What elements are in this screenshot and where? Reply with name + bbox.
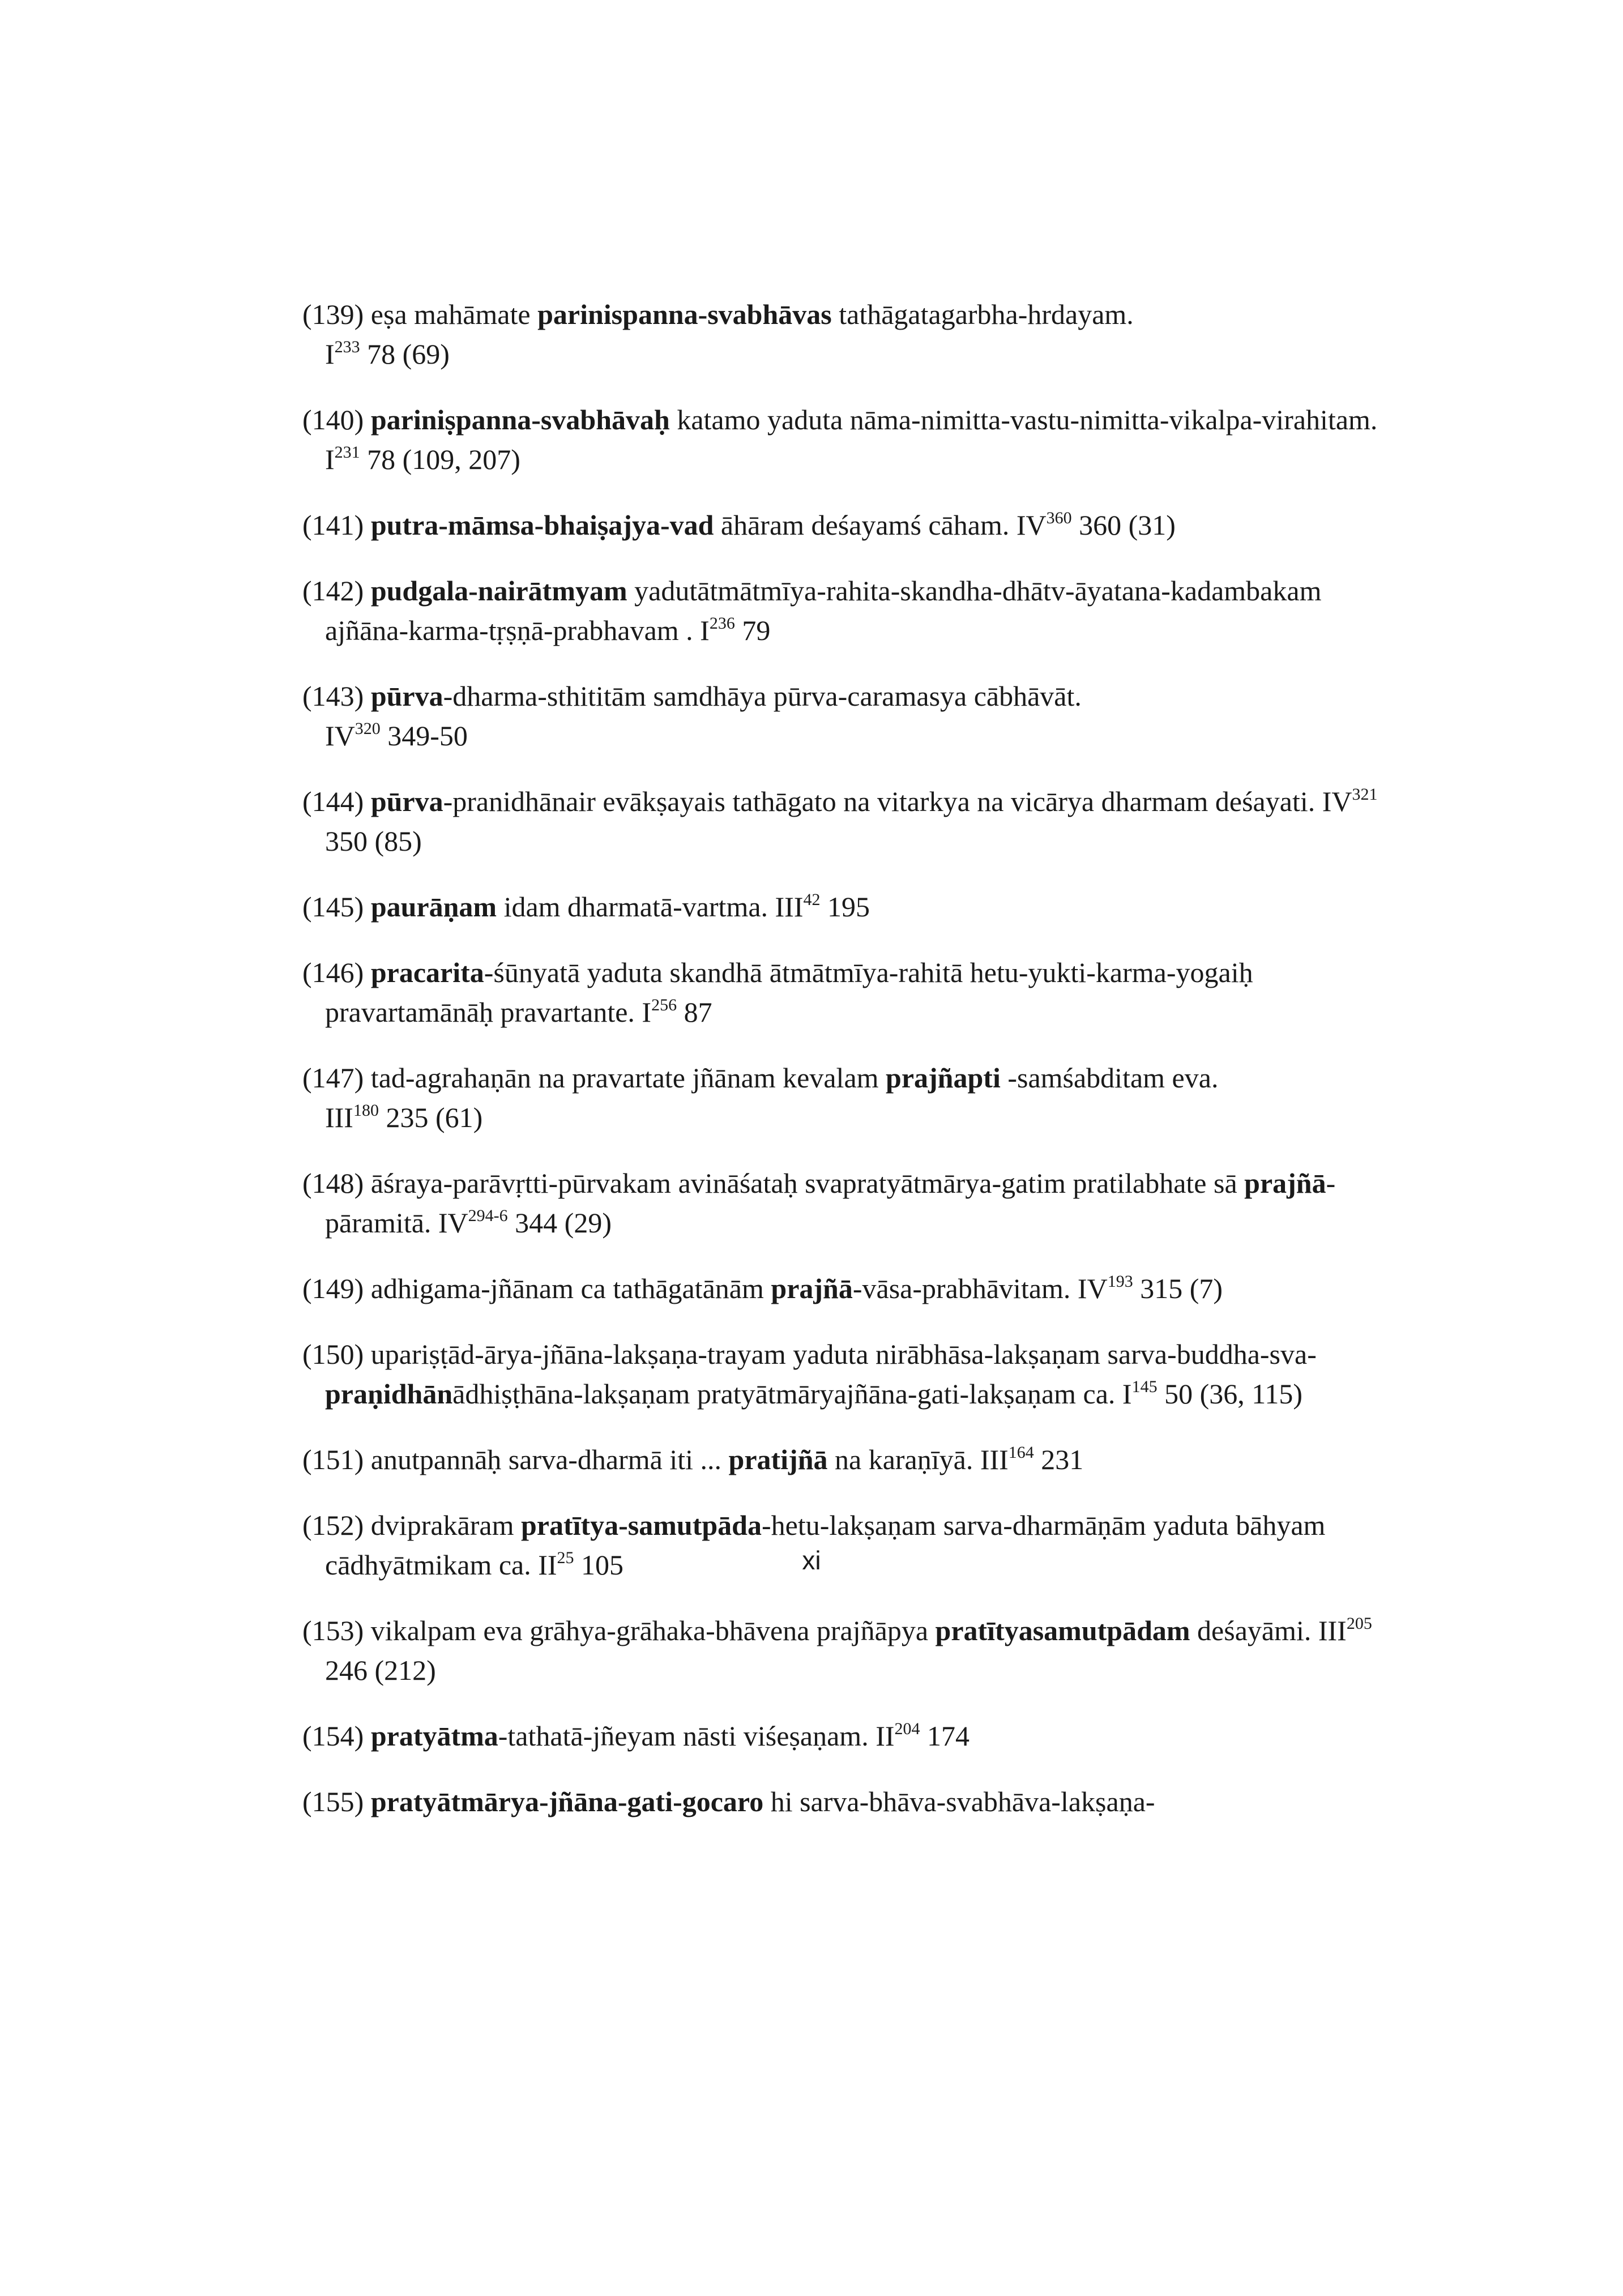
entry-text: I — [325, 338, 335, 370]
reference-superscript: 42 — [803, 890, 821, 909]
entry-text: 360 (31) — [1071, 509, 1176, 541]
term: pratyātmārya-jñāna-gati-gocaro — [370, 1786, 764, 1817]
glossary-entries — [302, 295, 1395, 1847]
entry-text: 246 (212) — [325, 1654, 436, 1686]
entry-text: katamo yaduta nāma-nimitta-vastu-nimitta-vikalpa-virahitam. I — [325, 404, 1378, 475]
entry-text: 174 — [920, 1720, 969, 1752]
entry-155 — [302, 1782, 1395, 1821]
entry-text: 50 (36, 115) — [1157, 1378, 1303, 1410]
entry-text: -pranidhānair evākṣayais tathāgato na vitarkya na vicārya dharmam deśayati. IV — [443, 786, 1352, 817]
entry-text: (146) — [302, 957, 371, 988]
page-number: xi — [802, 1546, 821, 1575]
entry-140 — [302, 400, 1395, 479]
entry-150 — [302, 1334, 1395, 1414]
entry-text: āhāram deśayamś cāham. IV — [714, 509, 1047, 541]
entry-144 — [302, 782, 1395, 861]
term: pariniṣpanna-svabhāvaḥ — [370, 404, 670, 436]
entry-text: (143) — [302, 680, 371, 712]
entry-151 — [302, 1440, 1395, 1479]
entry-142 — [302, 571, 1395, 650]
term: parinispanna-svabhāvas — [537, 298, 832, 330]
entry-text: -samśabditam eva. — [1000, 1062, 1219, 1094]
reference-superscript: 233 — [334, 338, 360, 356]
entry-text: 344 (29) — [507, 1207, 612, 1239]
term: pudgala-nairātmyam — [370, 575, 627, 607]
entry-text: 349-50 — [380, 720, 468, 752]
term: pūrva — [370, 786, 443, 817]
reference-superscript: 25 — [557, 1548, 574, 1567]
entry-text: 78 (69) — [360, 338, 450, 370]
term: pracarita — [370, 957, 484, 988]
entry-147 — [302, 1058, 1395, 1137]
entry-145 — [302, 887, 1395, 927]
entry-text: idam dharmatā-vartma. III — [497, 891, 804, 923]
term: pratijñā — [728, 1444, 828, 1475]
entry-text: (149) adhigama-jñānam ca tathāgatānām — [302, 1273, 771, 1304]
entry-text: (155) — [302, 1786, 371, 1817]
reference-superscript: 164 — [1008, 1443, 1034, 1462]
entry-text: (154) — [302, 1720, 371, 1752]
entry-text: (152) dviprakāram — [302, 1509, 521, 1541]
entry-text: (139) eṣa mahāmate — [302, 298, 538, 330]
entry-text: (151) anutpannāḥ sarva-dharmā iti ... — [302, 1444, 729, 1475]
entry-text: (141) — [302, 509, 371, 541]
entry-text: III — [325, 1102, 353, 1133]
entry-text: yadutātmātmīya-rahita-skandha-dhātv-āyatana-kadambakam ajñāna-karma-tṛṣṇā-prabhavam . I — [325, 575, 1322, 646]
entry-text: (142) — [302, 575, 371, 607]
entry-139 — [302, 295, 1395, 374]
reference-superscript: 320 — [355, 719, 381, 738]
entry-text: -hetu-lakṣaṇam sarva-dharmāṇām yaduta bāhyam cādhyātmikam ca. II — [325, 1509, 1326, 1581]
term: pratyātma — [370, 1720, 498, 1752]
entry-text: 350 (85) — [325, 825, 422, 857]
entry-text: deśayāmi. III — [1190, 1615, 1347, 1646]
entry-text: 105 — [574, 1549, 624, 1581]
entry-text: 195 — [820, 891, 870, 923]
reference-superscript: 256 — [651, 996, 677, 1014]
entry-text: 78 (109, 207) — [360, 443, 520, 475]
term: pratītyasamutpādam — [935, 1615, 1190, 1646]
term: pūrva — [370, 680, 443, 712]
term: pratītya-samutpāda — [520, 1509, 762, 1541]
entry-text: (144) — [302, 786, 371, 817]
entry-text: (147) tad-agrahaṇān na pravartate jñānam kevalam — [302, 1062, 886, 1094]
entry-text: -śūnyatā yaduta skandhā ātmātmīya-rahitā hetu-yukti-karma-yogaiḥ pravartamānāḥ pravartante. I — [325, 957, 1253, 1028]
reference-superscript: 294-6 — [468, 1206, 508, 1225]
entry-text: 79 — [734, 614, 771, 646]
entry-146 — [302, 953, 1395, 1032]
term: praṇidhān — [325, 1378, 453, 1410]
entry-text: (153) vikalpam eva grāhya-grāhaka-bhāvena prajñāpya — [302, 1615, 936, 1646]
reference-superscript: 321 — [1352, 785, 1378, 804]
term: putra-māmsa-bhaiṣajya-vad — [370, 509, 714, 541]
entry-text: 87 — [677, 996, 712, 1028]
entry-text: 231 — [1033, 1444, 1084, 1475]
entry-153 — [302, 1611, 1395, 1690]
entry-text: 315 (7) — [1133, 1273, 1223, 1304]
reference-superscript: 180 — [353, 1101, 379, 1120]
entry-148 — [302, 1163, 1395, 1243]
term: paurāṇam — [370, 891, 497, 923]
reference-superscript: 145 — [1131, 1377, 1158, 1396]
entry-text: na karaṇīyā. III — [827, 1444, 1009, 1475]
entry-154 — [302, 1716, 1395, 1756]
entry-text: ādhiṣṭhāna-lakṣaṇam pratyātmāryajñāna-gati-lakṣaṇam ca. I — [452, 1378, 1132, 1410]
entry-143 — [302, 676, 1395, 756]
reference-superscript: 205 — [1346, 1614, 1372, 1633]
reference-superscript: 231 — [334, 443, 360, 462]
entry-text: -tathatā-jñeyam nāsti viśeṣaṇam. II — [498, 1720, 895, 1752]
entry-text: IV — [325, 720, 355, 752]
entry-text: (145) — [302, 891, 371, 923]
entry-text: (150) upariṣṭād-ārya-jñāna-lakṣaṇa-trayam yaduta nirābhāsa-lakṣaṇam sarva-buddha-sva- — [302, 1338, 1317, 1370]
entry-text: (140) — [302, 404, 371, 436]
entry-text: -vāsa-prabhāvitam. IV — [852, 1273, 1108, 1304]
entry-text: -pāramitā. IV — [325, 1167, 1336, 1239]
entry-text: -dharma-sthititām samdhāya pūrva-caramasya cābhāvāt. — [443, 680, 1082, 712]
entry-text: tathāgatagarbha-hrdayam. — [831, 298, 1134, 330]
reference-superscript: 204 — [894, 1719, 920, 1738]
entry-text: hi sarva-bhāva-svabhāva-lakṣaṇa- — [763, 1786, 1155, 1817]
term: prajñā — [1244, 1167, 1326, 1199]
entry-text: (148) āśraya-parāvṛtti-pūrvakam avināśataḥ svapratyātmārya-gatim pratilabhate sā — [302, 1167, 1245, 1199]
reference-superscript: 360 — [1046, 509, 1072, 527]
term: prajñapti — [886, 1062, 1001, 1094]
reference-superscript: 193 — [1107, 1272, 1133, 1291]
entry-141 — [302, 505, 1395, 545]
reference-superscript: 236 — [709, 614, 735, 633]
term: prajñā — [771, 1273, 853, 1304]
entry-149 — [302, 1269, 1395, 1308]
entry-text: 235 (61) — [378, 1102, 483, 1133]
